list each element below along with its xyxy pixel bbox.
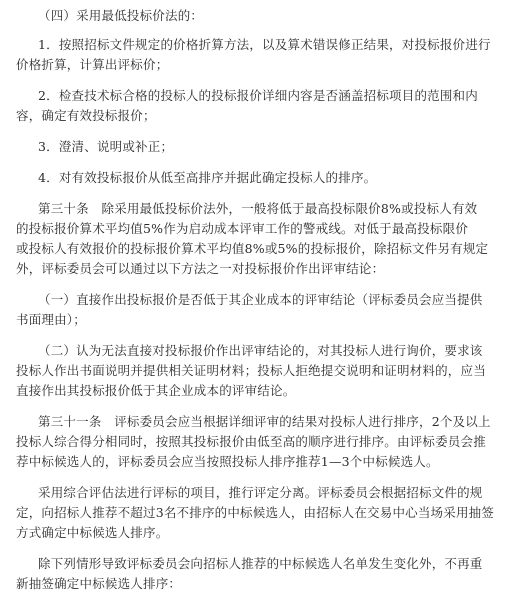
list-item-3	[16, 137, 504, 157]
text-line: 1．按照招标文件规定的价格折算方法，以及算术错误修正结果，对投标报价进行	[38, 37, 491, 52]
text-line: 方式确定中标候选人排序。	[16, 525, 169, 540]
text-line: 书面理由）；	[16, 312, 86, 327]
text-line: 3．澄清、说明或补正；	[38, 139, 174, 154]
closing-paragraph	[16, 554, 504, 594]
comprehensive-evaluation	[16, 483, 504, 543]
text-line: 的投标报价算术平均值5%作为启动成本评审工作的警戒线。对低于最高投标限价	[16, 221, 469, 236]
list-item-2	[16, 86, 504, 126]
text-line: 价格折算，计算出评标价；	[16, 57, 169, 72]
option-1	[16, 290, 504, 330]
list-item-4	[16, 168, 504, 188]
text-line: 采用综合评估法进行评标的项目，推行评定分离。评标委员会根据招标文件的规	[38, 485, 483, 500]
text-line: 外，评标委员会可以通过以下方法之一对投标报价作出评审结论：	[16, 261, 385, 276]
text-line: 投标人综合得分相同时，按照其投标报价由低至高的顺序进行排序。由评标委员会推	[16, 434, 486, 449]
text-line: 投标人作出书面说明并提供相关证明材料；投标人拒绝提交说明和证明材料的，应当	[16, 363, 486, 378]
text-line: （一）直接作出投标报价是否低于其企业成本的评审结论（评标委员会应当提供	[38, 292, 483, 307]
text-line: 第三十条 除采用最低投标价法外，一般将低于最高投标限价8%或投标人有效	[38, 201, 478, 216]
text-line: 定，向招标人推荐不超过3名不排序的中标候选人，由招标人在交易中心当场采用抽签	[16, 505, 495, 520]
text-line: 第三十一条 评标委员会应当根据详细评审的结果对投标人进行排序，2个及以上	[38, 414, 491, 429]
text-line: 直接作出其投标报价低于其企业成本的评审结论。	[16, 383, 296, 398]
section-heading	[16, 6, 504, 26]
article-31	[16, 412, 504, 472]
text-line: 除下列情形导致评标委员会向招标人推荐的中标候选人名单发生变化外，不再重	[38, 556, 483, 571]
text-line: 或投标人有效报价的投标报价算术平均值8%或5%的投标报价，除招标文件另有规定	[16, 241, 489, 256]
text-line: （二）认为无法直接对投标报价作出评审结论的，对其投标人进行询价，要求该	[38, 343, 483, 358]
list-item-1	[16, 35, 504, 75]
option-2	[16, 341, 504, 401]
text-line: 2．检查技术标合格的投标人的投标报价详细内容是否涵盖招标项目的范围和内	[38, 88, 478, 103]
article-30	[16, 199, 504, 279]
text-line: 新抽签确定中标候选人排序：	[16, 576, 182, 591]
text-line: 4．对有效投标报价从低至高排序并据此确定投标人的排序。	[38, 170, 377, 185]
heading-line: （四）采用最低投标价法的：	[38, 8, 204, 23]
text-line: 容，确定有效投标报价；	[16, 108, 156, 123]
text-line: 荐中标候选人的，评标委员会应当按照投标人排序推荐1—3个中标候选人。	[16, 454, 439, 469]
